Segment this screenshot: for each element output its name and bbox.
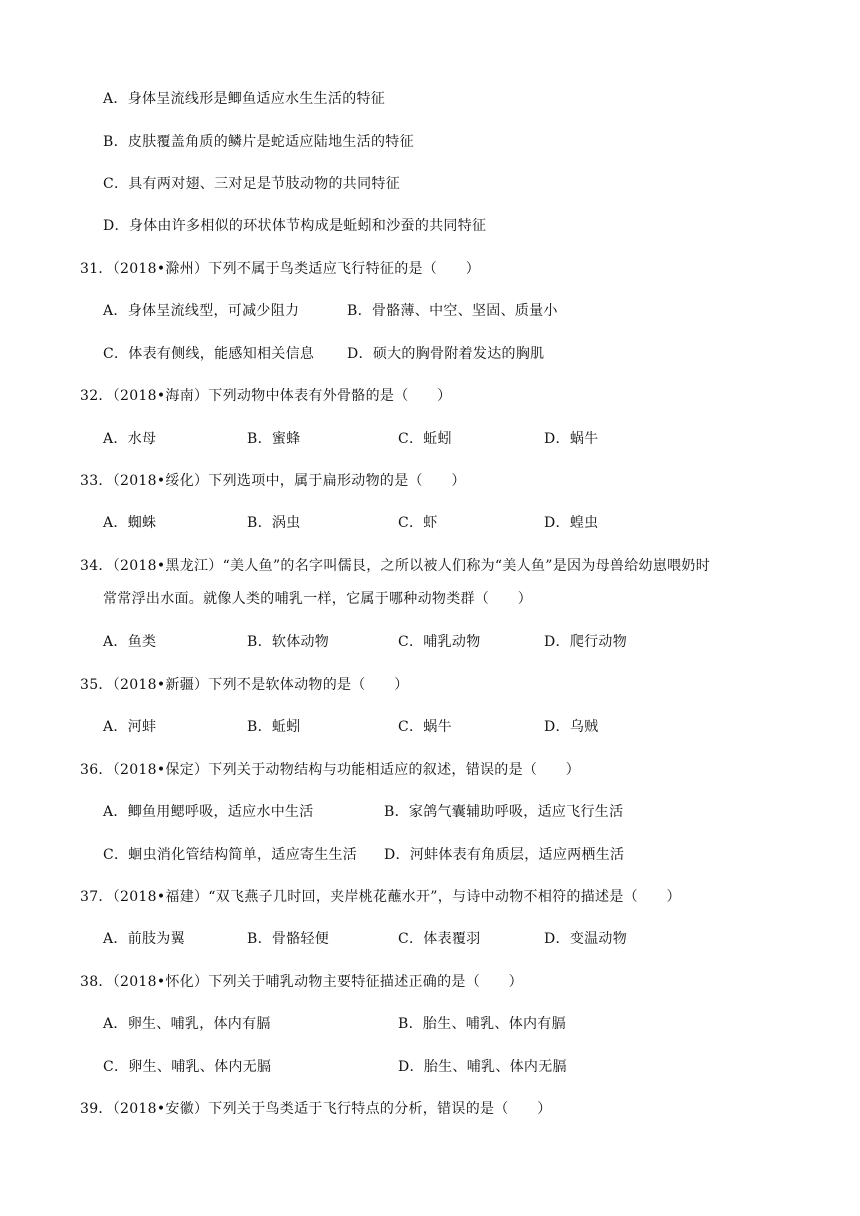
option-c: C．卵生、哺乳、体内无膈 bbox=[103, 1059, 272, 1075]
question-35-stem: 35．（2018•新疆）下列不是软体动物的是（ ） bbox=[80, 677, 409, 693]
option-d: D．河蚌体表有角质层，适应两栖生活 bbox=[384, 847, 625, 863]
option-a: A．水母 bbox=[103, 431, 157, 447]
question-34-stem-continued: 常常浮出水面。就像人类的哺乳一样，它属于哪种动物类群（ ） bbox=[103, 591, 532, 607]
question-33-stem: 33．（2018•绥化）下列选项中，属于扁形动物的是（ ） bbox=[80, 473, 466, 489]
option-c: C．蛔虫消化管结构简单，适应寄生生活 bbox=[103, 847, 358, 863]
option-b: B．家鸽气囊辅助呼吸，适应飞行生活 bbox=[384, 804, 624, 820]
option-d: D．爬行动物 bbox=[544, 634, 628, 650]
option-d: D．蝗虫 bbox=[544, 515, 599, 531]
option-c: C．虾 bbox=[398, 515, 438, 531]
option-c: C．体表有侧线，能感知相关信息 bbox=[103, 346, 315, 362]
question-32-stem: 32．（2018•海南）下列动物中体表有外骨骼的是（ ） bbox=[80, 388, 452, 404]
option-d: D．变温动物 bbox=[544, 931, 628, 947]
option-a: A．卵生、哺乳，体内有膈 bbox=[103, 1016, 271, 1032]
option-c: C．蚯蚓 bbox=[398, 431, 452, 447]
option-a: A．鱼类 bbox=[103, 634, 157, 650]
option-c: C．哺乳动物 bbox=[398, 634, 481, 650]
option-b: B．骨骼薄、中空、坚固、质量小 bbox=[347, 303, 558, 319]
option-d: D．乌贼 bbox=[544, 719, 599, 735]
option-d: D．胎生、哺乳、体内无膈 bbox=[398, 1059, 567, 1075]
option-b: B．蜜蜂 bbox=[247, 431, 301, 447]
option-d: D．身体由许多相似的环状体节构成是蚯蚓和沙蚕的共同特征 bbox=[103, 218, 487, 234]
question-36-stem: 36．（2018•保定）下列关于动物结构与功能相适应的叙述，错误的是（ ） bbox=[80, 762, 581, 778]
option-d: D．硕大的胸骨附着发达的胸肌 bbox=[347, 346, 545, 362]
option-b: B．皮肤覆盖角质的鳞片是蛇适应陆地生活的特征 bbox=[103, 134, 414, 150]
option-b: B．胎生、哺乳、体内有膈 bbox=[398, 1016, 566, 1032]
question-38-stem: 38．（2018•怀化）下列关于哺乳动物主要特征描述正确的是（ ） bbox=[80, 974, 523, 990]
question-37-stem: 37．（2018•福建）“双飞燕子几时回，夹岸桃花蘸水开”，与诗中动物不相符的描述是（ ） bbox=[80, 889, 681, 905]
option-a: A．身体呈流线型，可减少阻力 bbox=[103, 303, 300, 319]
option-a: A．鲫鱼用鳃呼吸，适应水中生活 bbox=[103, 804, 314, 820]
option-b: B．蚯蚓 bbox=[247, 719, 301, 735]
option-d: D．蜗牛 bbox=[544, 431, 599, 447]
option-c: C．蜗牛 bbox=[398, 719, 452, 735]
option-c: C．具有两对翅、三对足是节肢动物的共同特征 bbox=[103, 176, 401, 192]
option-b: B．软体动物 bbox=[247, 634, 330, 650]
option-a: A．身体呈流线形是鲫鱼适应水生生活的特征 bbox=[103, 91, 386, 107]
option-a: A．河蚌 bbox=[103, 719, 157, 735]
option-a: A．蜘蛛 bbox=[103, 515, 157, 531]
question-31-stem: 31．（2018•滁州）下列不属于鸟类适应飞行特征的是（ ） bbox=[80, 261, 480, 277]
option-a: A．前肢为翼 bbox=[103, 931, 185, 947]
question-39-stem: 39．（2018•安徽）下列关于鸟类适于飞行特点的分析，错误的是（ ） bbox=[80, 1101, 552, 1117]
option-b: B．骨骼轻便 bbox=[247, 931, 330, 947]
question-34-stem: 34．（2018•黑龙江）“美人鱼”的名字叫儒艮，之所以被人们称为“美人鱼”是因为母兽给幼崽喂奶时 bbox=[80, 558, 711, 574]
option-c: C．体表覆羽 bbox=[398, 931, 481, 947]
option-b: B．涡虫 bbox=[247, 515, 301, 531]
